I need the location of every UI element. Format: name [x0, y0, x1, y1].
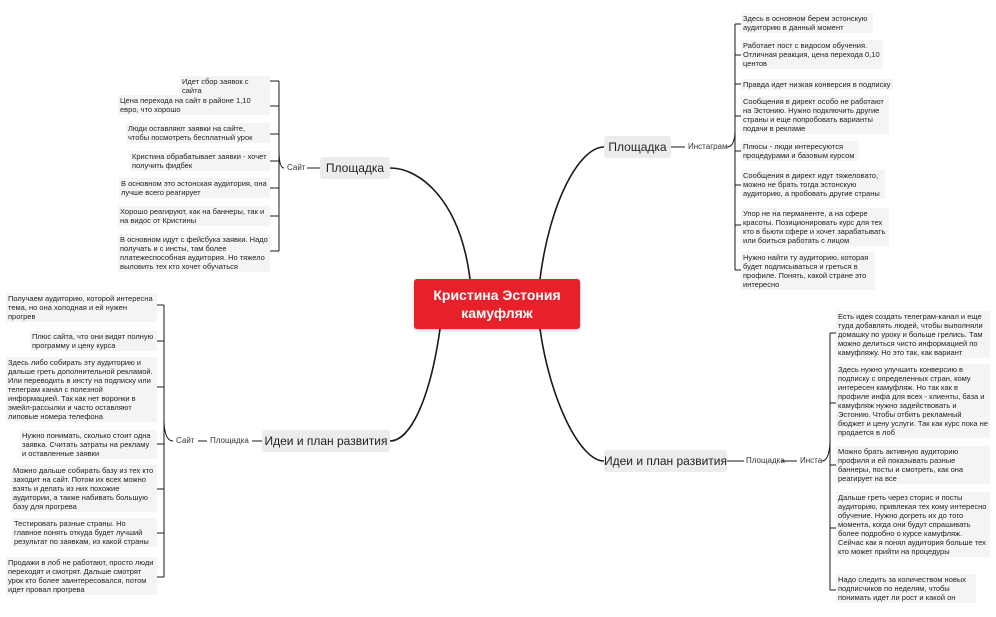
leaf-note[interactable]: В основном идут с фейсбука заявки. Надо получать и с инсты, там более платежеспособная аудитория. Но тяжело выловить тех кто хочет обучаться — [118, 234, 270, 272]
leaf-note[interactable]: Здесь в основном берем эстонскую аудиторию в данный момент — [741, 13, 873, 33]
branch-label: Идеи и план развития — [264, 434, 388, 448]
branch-label: Площадка — [325, 161, 385, 175]
label-site[interactable]: Сайт — [287, 163, 306, 172]
leaf-note[interactable]: В основном это эстонская аудитория, она лучше всего реагирует — [119, 178, 270, 198]
root-title: Кристина Эстония камуфляж — [433, 287, 561, 321]
leaf-note[interactable]: Можно дальше собирать базу из тех кто заходит на сайт. Потом их всех можно взять и делать из них похожие аудитории, а также набивать большую базу для прогрева — [11, 465, 157, 512]
leaf-note[interactable]: Хорошо реагируют, как на баннеры, так и на видос от Кристины — [118, 206, 270, 226]
leaf-note[interactable]: Правда идет низкая конверсия в подписку — [741, 79, 893, 90]
leaf-note[interactable]: Нужно найти ту аудиторию, которая будет подписываться и греться в профиле. Понять, какой стране это интересно — [741, 252, 875, 290]
leaf-note[interactable]: Сообщения в директ идут тяжеловато, можно не брать тогда эстонскую аудиторию, а пробовать другие страны — [741, 170, 885, 199]
leaf-note[interactable]: Кристина обрабатывает заявки - хочет получить фидбек — [130, 151, 270, 171]
leaf-note[interactable]: Тестировать разные страны. Но главное понять откуда будет лучший результат по заявкам, из какой страны — [12, 518, 157, 547]
root-topic[interactable] — [414, 279, 580, 329]
branch-right-ideas[interactable] — [604, 450, 727, 472]
leaf-note[interactable]: Нужно понимать, сколько стоит одна заявка. Считать затраты на рекламу и оставленные заявки — [20, 430, 157, 459]
leaf-note[interactable]: Работает пост с видосом обучения. Отличная реакция, цена перехода 0,10 центов — [741, 40, 883, 69]
label-insta[interactable]: Инста — [800, 456, 823, 465]
branch-left-ideas[interactable] — [262, 430, 390, 452]
leaf-note[interactable]: Получаем аудиторию, которой интересна тема, но она холодная и ей нужен прогрев — [6, 293, 157, 322]
branch-label: Идеи и план развития — [604, 454, 727, 468]
leaf-note[interactable]: Плюсы - люди интересуются процедурами и базовым курсом — [741, 141, 859, 161]
leaf-note[interactable]: Надо следить за количеством новых подписчиков по неделям, чтобы понимать идет ли рост и какой он — [836, 574, 976, 603]
branch-right-platform[interactable] — [604, 136, 671, 158]
leaf-note[interactable]: Сообщения в директ особо не работают на Эстонию. Нужно подключить другие страны и еще попробовать варианты подачи в рекламе — [741, 96, 889, 134]
leaf-note[interactable]: Идет сбор заявок с сайта — [180, 76, 270, 96]
leaf-note[interactable]: Цена перехода на сайт в районе 1,10 евро, что хорошо — [118, 95, 270, 115]
leaf-note[interactable]: Здесь либо собирать эту аудиторию и дальше греть дополнительной рекламой. Или переводить в инсту на подписку или телеграм канал с полезной информацией. Так как нет воронки в эмейл-рассылки и часто оставляют липовые номера телефона — [6, 357, 157, 422]
label-site[interactable]: Сайт — [176, 436, 195, 445]
leaf-note[interactable]: Можно брать активную аудиторию профиля и ей показывать разные баннеры, посты и смотреть, как она реагирует на все — [836, 446, 990, 484]
leaf-note[interactable]: Люди оставляют заявки на сайте, чтобы посмотреть бесплатный урок — [126, 123, 270, 143]
label-platform[interactable]: Площадка — [210, 436, 249, 445]
leaf-note[interactable]: Здесь нужно улучшить конверсию в подписку с определенных стран, кому интересен камуфляж. Но так как в профиле инфа для всех - клиенты, база и камуфляж нужно задействовать и Эстонию. Чтобы отбить рекламный бюджет и цену услуги. Так как курс пока не продается в лоб — [836, 364, 990, 438]
leaf-note[interactable]: Плюс сайта, что они видят полную программу и цену курса — [30, 331, 157, 351]
branch-label: Площадка — [608, 140, 667, 154]
leaf-note[interactable]: Продажи в лоб не работают, просто люди переходят и смотрят. Дальше смотрят урок кто более заинтересовался, потом идет провал прогрева — [6, 557, 157, 595]
label-instagram[interactable]: Инстаграм — [688, 142, 728, 151]
leaf-note[interactable]: Упор не на перманенте, а на сфере красоты. Позиционировать курс для тех кто в бьюти сфере и хочет зарабатывать или боиться работать с лицом — [741, 208, 889, 246]
leaf-note[interactable]: Дальше греть через сторис и посты аудиторию, привлекая тех кому интересно обучение. Нужно догреть их до того момента, когда они будут спрашивать более подробно о курсе камуфляж. Сейчас как я понял аудитория больше тех кто может прийти на процедуры — [836, 492, 990, 557]
label-platform[interactable]: Площадка — [746, 456, 785, 465]
leaf-note[interactable]: Есть идея создать телеграм-канал и еще туда добавлять людей, чтобы выполняли домашку по уроку и больше грелись. Там можно делиться чисто информацией по камуфляжу. Но это так, как вариант — [836, 311, 990, 358]
branch-left-platform[interactable] — [320, 157, 390, 179]
